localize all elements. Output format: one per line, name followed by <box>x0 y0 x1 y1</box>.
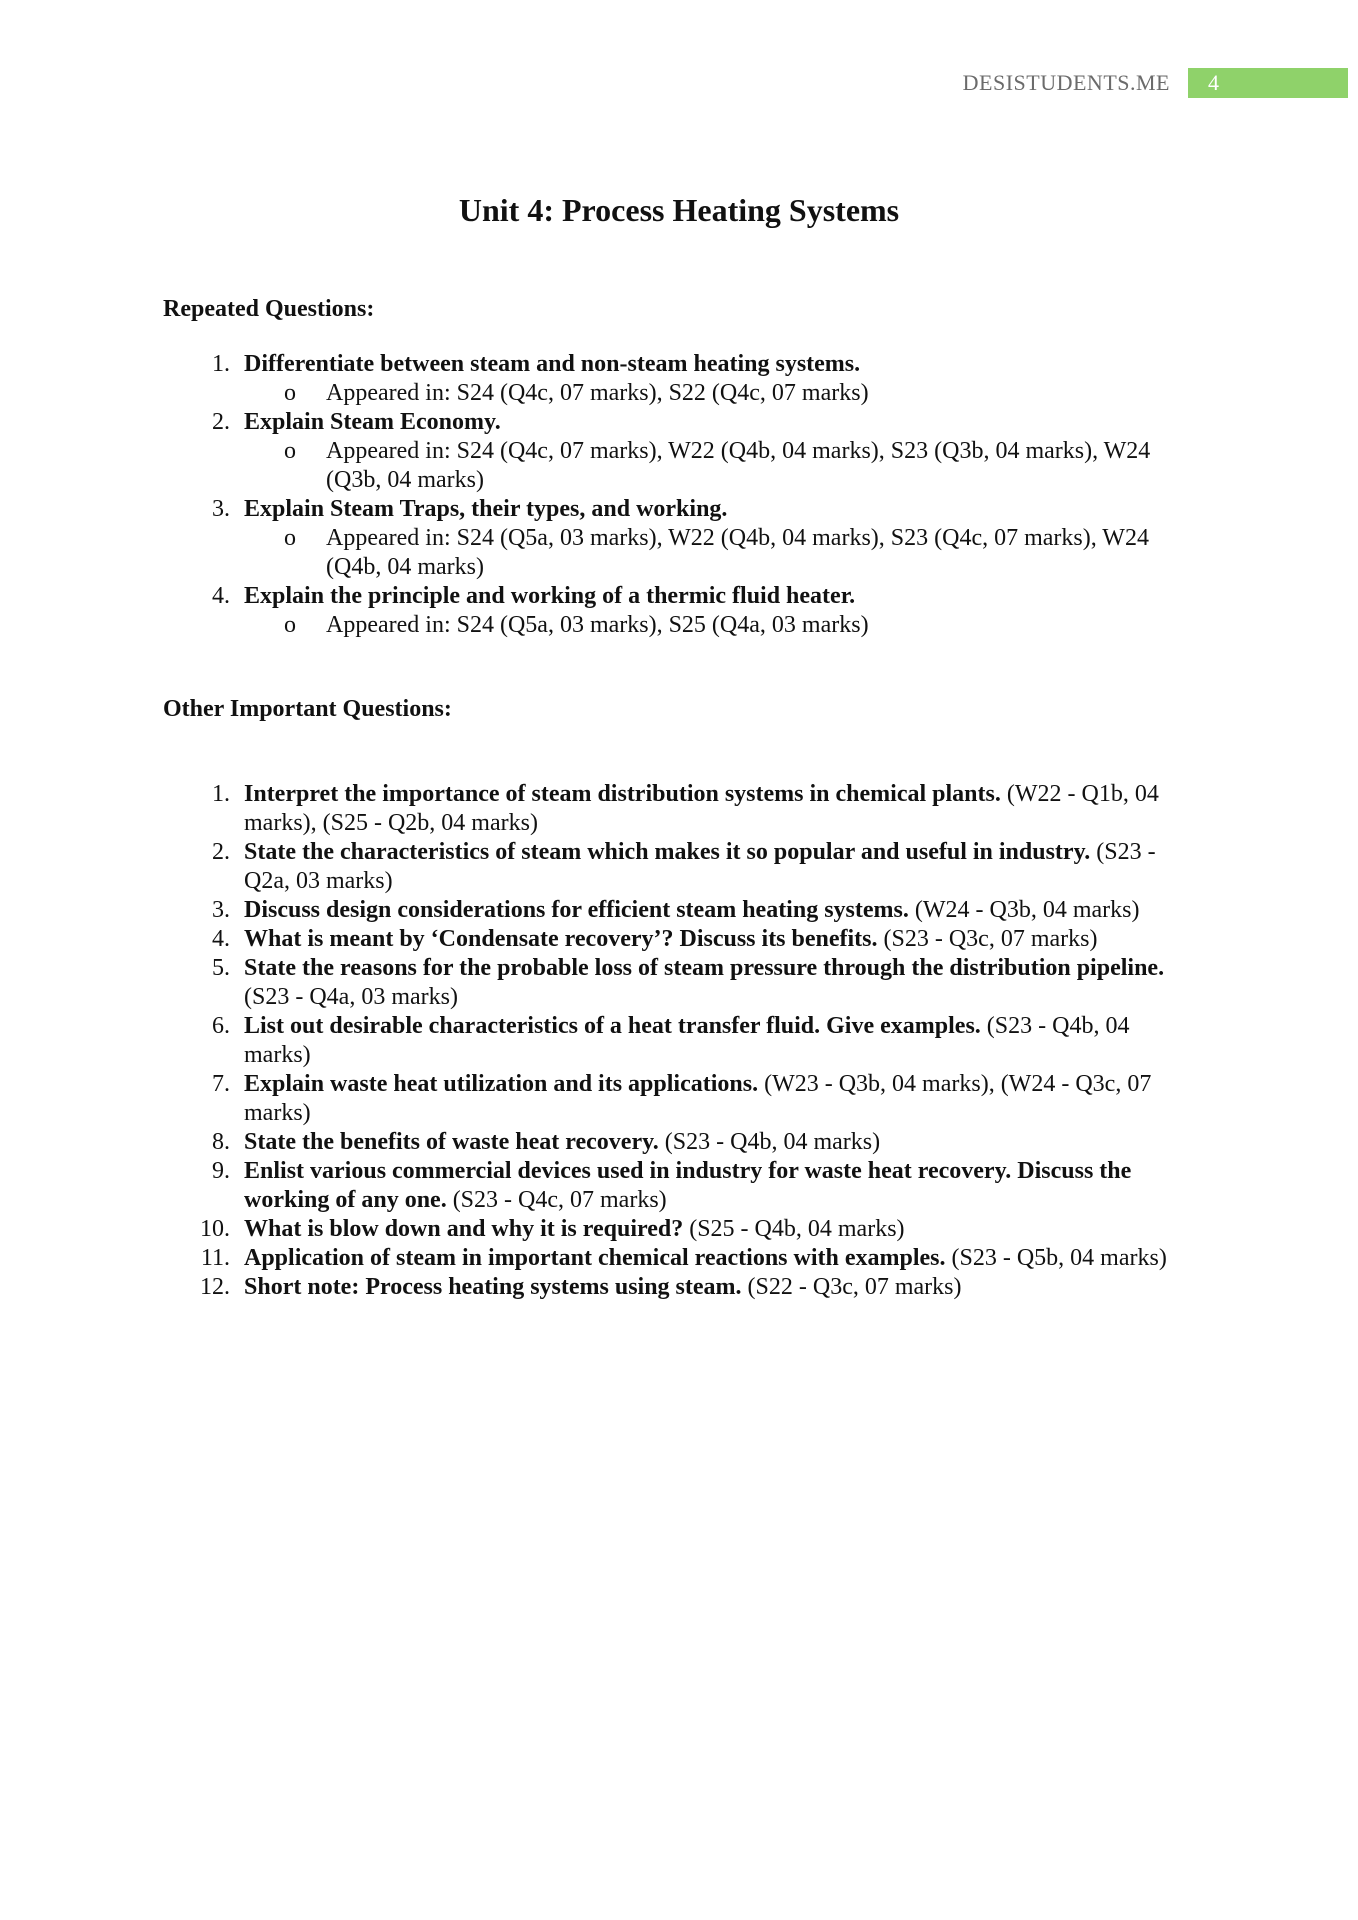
list-item <box>0 896 1358 925</box>
question-reference: (S23 - Q4b, 04 marks) <box>244 1013 1130 1068</box>
list-item <box>0 1012 1358 1070</box>
list-item <box>0 1070 1358 1128</box>
repeated-questions-list <box>0 350 1358 640</box>
question-reference: (S22 - Q3c, 07 marks) <box>741 1274 962 1300</box>
question-reference: (S23 - Q2a, 03 marks) <box>244 839 1156 894</box>
appeared-in-text: Appeared in: S24 (Q5a, 03 marks), S25 (Q4a, 03 marks) <box>326 612 869 638</box>
question-text: Explain waste heat utilization and its applications. <box>244 1071 759 1097</box>
item-number: 5. <box>212 955 230 981</box>
repeated-questions-heading: Repeated Questions: <box>163 296 375 322</box>
list-item <box>0 1244 1358 1273</box>
question-reference: (S25 - Q4b, 04 marks) <box>683 1216 905 1242</box>
other-questions-heading: Other Important Questions: <box>163 696 452 722</box>
question-text: Explain Steam Traps, their types, and working. <box>244 496 728 522</box>
question-reference: (S23 - Q4c, 07 marks) <box>446 1187 667 1213</box>
list-item <box>0 1128 1358 1157</box>
circle-bullet-icon: o <box>284 612 296 638</box>
question-text: Explain Steam Economy. <box>244 409 501 435</box>
question-reference: (W24 - Q3b, 04 marks) <box>908 897 1140 923</box>
item-number: 2. <box>212 839 230 865</box>
question-text: Short note: Process heating systems using steam. <box>244 1274 742 1300</box>
question-text: Interpret the importance of steam distribution systems in chemical plants. <box>244 781 1001 807</box>
item-number: 4. <box>212 583 230 609</box>
circle-bullet-icon: o <box>284 525 296 551</box>
question-reference: (S23 - Q4a, 03 marks) <box>244 984 458 1010</box>
list-item <box>0 495 1358 582</box>
list-item <box>0 954 1358 1012</box>
appeared-in-line <box>244 611 1188 640</box>
page-header <box>0 68 1358 98</box>
site-name: DESISTUDENTS.ME <box>962 70 1170 95</box>
question-text: Application of steam in important chemical reactions with examples. <box>244 1245 946 1271</box>
appeared-in-text: Appeared in: S24 (Q5a, 03 marks), W22 (Q4b, 04 marks), S23 (Q4c, 07 marks), W24 (Q4b, 04 marks) <box>326 525 1149 580</box>
appeared-in-line <box>244 437 1188 495</box>
question-text: What is meant by ‘Condensate recovery’? Discuss its benefits. <box>244 926 878 952</box>
list-item <box>0 1215 1358 1244</box>
list-item <box>0 1273 1358 1302</box>
item-number: 3. <box>212 496 230 522</box>
page-number: 4 <box>1208 70 1219 95</box>
circle-bullet-icon: o <box>284 438 296 464</box>
question-text: What is blow down and why it is required? <box>244 1216 684 1242</box>
item-number: 3. <box>212 897 230 923</box>
item-number: 11. <box>200 1245 230 1271</box>
item-number: 8. <box>212 1129 230 1155</box>
question-text: State the characteristics of steam which makes it so popular and useful in industry. <box>244 839 1091 865</box>
list-item <box>0 582 1358 640</box>
list-item <box>0 1157 1358 1215</box>
circle-bullet-icon: o <box>284 380 296 406</box>
question-reference: (S23 - Q5b, 04 marks) <box>945 1245 1167 1271</box>
item-number: 1. <box>212 781 230 807</box>
item-number: 7. <box>212 1071 230 1097</box>
list-item <box>0 408 1358 495</box>
appeared-in-text: Appeared in: S24 (Q4c, 07 marks), S22 (Q4c, 07 marks) <box>326 380 869 406</box>
page-title: Unit 4: Process Heating Systems <box>458 192 900 228</box>
item-number: 2. <box>212 409 230 435</box>
item-number: 10. <box>200 1216 230 1242</box>
list-item <box>0 780 1358 838</box>
item-number: 6. <box>212 1013 230 1039</box>
question-text: List out desirable characteristics of a heat transfer fluid. Give examples. <box>244 1013 981 1039</box>
question-text: Discuss design considerations for efficient steam heating systems. <box>244 897 909 923</box>
question-reference: (W22 - Q1b, 04 marks), (S25 - Q2b, 04 marks) <box>244 781 1159 836</box>
page-number-box <box>1188 68 1348 98</box>
question-text: Differentiate between steam and non-steam heating systems. <box>244 351 861 377</box>
list-item <box>0 925 1358 954</box>
question-reference: (S23 - Q4b, 04 marks) <box>658 1129 881 1155</box>
list-item <box>0 350 1358 408</box>
question-text: Explain the principle and working of a thermic fluid heater. <box>244 583 856 609</box>
question-text: State the benefits of waste heat recovery. <box>244 1129 659 1155</box>
item-number: 4. <box>212 926 230 952</box>
list-item <box>0 838 1358 896</box>
appeared-in-line <box>244 379 1188 408</box>
question-reference: (W23 - Q3b, 04 marks), (W24 - Q3c, 07 marks) <box>244 1071 1152 1126</box>
appeared-in-line <box>244 524 1188 582</box>
appeared-in-text: Appeared in: S24 (Q4c, 07 marks), W22 (Q4b, 04 marks), S23 (Q3b, 04 marks), W24 (Q3b, 04 marks) <box>326 438 1151 493</box>
item-number: 9. <box>212 1158 230 1184</box>
item-number: 1. <box>212 351 230 377</box>
question-text: State the reasons for the probable loss of steam pressure through the distribution pipeline. <box>244 955 1165 981</box>
question-text: Enlist various commercial devices used in industry for waste heat recovery. Discuss the working of any one. <box>244 1158 1132 1213</box>
item-number: 12. <box>200 1274 230 1300</box>
other-questions-list <box>0 780 1358 1302</box>
question-reference: (S23 - Q3c, 07 marks) <box>877 926 1098 952</box>
